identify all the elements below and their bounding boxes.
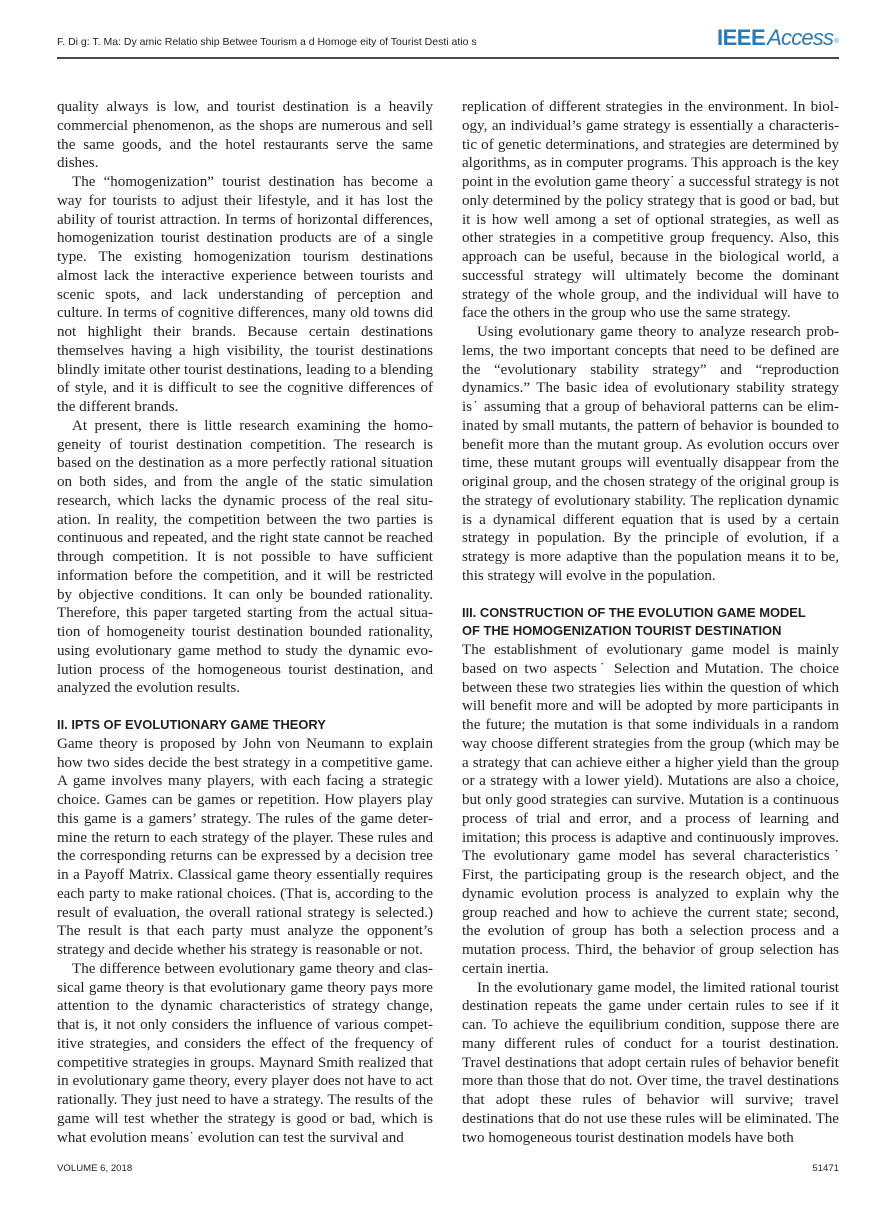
section-heading-iii-line1: III. CONSTRUCTION OF THE EVOLUTION GAME MODEL: [462, 604, 806, 620]
paragraph: quality always is low, and tourist destination is a heavily commercial phenomenon, as the shops are numerous and sell the same goods, and the hotel restaurants serve the same dishes.: [57, 99, 433, 172]
footer-page-number: 51471: [812, 1163, 839, 1174]
section-heading-iii-line2: OF THE HOMOGENIZATION TOURIST DESTINATION: [462, 623, 782, 639]
right-column: [462, 98, 839, 1147]
paragraph: Using evolutionary game theory to analyze research problems, the two important concepts that need to be defined are the “evolutionary stability strategy” and “reproduction dynamics.” The basic idea of evolutionary stability strategy is˙ assuming that a group of behavioral patterns can be eliminated by small mutants, the pattern of behavior is bounded to benefit more than the mutant group. As evolution occurs over time, these mutant groups will eventually disappear from the original group, and the chosen strategy of the original group is the strategy of evolutionary stability. The replication dynamic is a dynamical different equation that is used by a certain strategy in population. By the principle of evolution, if a strategy is more adaptive than the population means it to be, this strategy will evolve in the population.: [462, 324, 839, 584]
paragraph: The “homogenization” tourist destination has become a way for tourists to adjust their lifestyle, and it has lost the ability of tourist attraction. In terms of horizontal differences, homogenization tourist destination products are of a single type. The existing homogenization tourism destinations almost lack the interactive experience between tourists and scenic spots, and lack understanding of perception and culture. In terms of cognitive differences, many old towns did not highlight their brands. Because certain destinations themselves having a high visibility, the tourist destinations blindly imitate other tourist destinations, leading to a blending of style, and it is difficult to see the cognitive differences of the different brands.: [57, 174, 433, 415]
paragraph: replication of different strategies in the environment. In biology, an individual’s game strategy is essentially a characteristic of genetic determinations, and strategies are determined by algorithms, as in computer programs. This approach is the key point in the evolution game theory˙ a successful strategy is not only determined by the policy strategy that is good or bad, but it is how well among a set of optional strategies, as well as other strategies in a competitive group frequency. Also, this approach can be useful, because in the biological world, a successful strategy will ultimately become the dominant strategy of the whole group, and the individual will have to face the others in the group who use the same strategy.: [462, 99, 839, 322]
section-heading-ii: II. IPTS OF EVOLUTIONARY GAME THEORY: [57, 717, 326, 732]
logo-ieee-text: IEEE: [717, 25, 766, 50]
logo-registered-mark-icon: ®: [834, 39, 839, 45]
running-head: F. Di g: T. Ma: Dy amic Relatio ship Betwee Tourism a d Homoge eity of Tourist Desti atio s: [57, 36, 477, 48]
ieee-access-logo: [717, 26, 839, 50]
paragraph: Game theory is proposed by John von Neumann to explain how two sides decide the best strategy in a competitive game. A game involves many players, with each facing a strategic choice. Games can be games or repetition. How players play this game is a gamers’ strategy. The rules of the game determine the return to each strategy of the player. These rules and the corresponding returns can be expressed by a decision tree in a Payoff Matrix. Classical game theory essentially requires each party to make rational choices. (That is, according to the result of evaluation, the overall rational strategy is selected.) The result is that each party must analyze the opponent’s strategy and decide whether his strategy is reasonable or not.: [57, 735, 433, 958]
left-column: [57, 98, 433, 1147]
section-heading-iii: [462, 604, 839, 642]
paragraph: The establishment of evolutionary game model is mainly based on two aspects˙ Selection and Mutation. The choice between these two strategies lies within the question of which will benefit more and will be adopted by more participants in the future; the mutation is that some individuals in a random way choose different strategies from the group (which may be a strategy that can achieve either a higher yield than the group or a strategy with a lower yield). Mutations are also a choice, but only good strategies can survive. Mutation is a continuous process of trial and error, and a process of learning and imitation; this process is adaptive and continuously improves. The evolutionary game model has several characteristics˙ First, the participating group is the research object, and the dynamic evolution process is analyzed to explain why the group reached and how to achieve the current state; second, the evolution of group has both a selection process and a mutation process. Third, the behavior of group selection has certain inertia.: [462, 642, 839, 977]
paragraph: The difference between evolutionary game theory and classical game theory is that evolutionary game theory pays more attention to the dynamic characteristics of strategy change, that is, it not only considers the influence of various competitive strategies, and considers the effect of the frequency of competitive strategies in groups. Maynard Smith realized that in evolutionary game theory, every player does not have to act rationally. They just need to have a strategy. The results of the game will test whether the strategy is good or bad, which is what evolution means˙ evolution can test the survival and: [57, 960, 433, 1146]
paragraph: In the evolutionary game model, the limited rational tourist destination repeats the game under certain rules to see if it can. To achieve the equilibrium condition, suppose there are many different rules of conduct for a tourist destination. Travel destinations that adopt certain rules of behavior benefit more than those that do not. Over time, the travel destinations that adopt these rules of behavior will survive; travel destinations that do not use these rules will be eliminated. The two homogeneous tourist destination models have both: [462, 979, 839, 1146]
footer-volume: VOLUME 6, 2018: [57, 1163, 133, 1174]
paragraph: At present, there is little research examining the homogeneity of tourist destination competition. The research is based on the destination as a more perfectly rational situation on both sides, and from the angle of the static simulation research, which lacks the dynamic process of the real situation. In reality, the competition between the two parties is continuous and repeated, and the right state cannot be reached through competition. It is not possible to have sufficient information before the competition, and it will be restricted by objective conditions. It can only be bounded rationality. Therefore, this paper targeted starting from the actual situation of homogeneity tourist destination bounded rationality, using evolutionary game method to study the dynamic evolution process of the homogeneous tourist destination, and analyzed the evolution results.: [57, 417, 433, 697]
logo-access-text: Access: [767, 25, 834, 50]
header-rule: [57, 57, 839, 59]
